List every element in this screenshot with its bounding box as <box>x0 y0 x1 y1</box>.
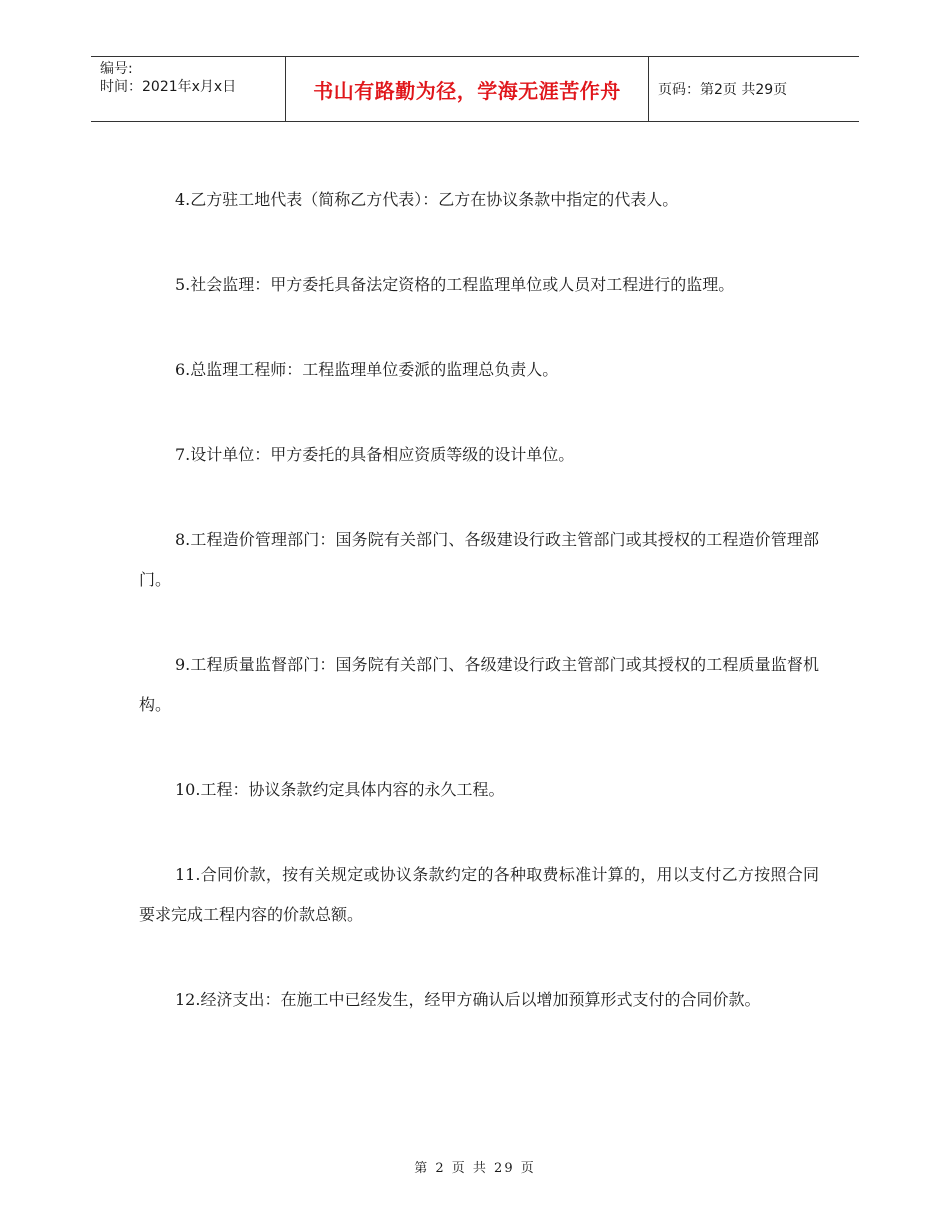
header-page-info: 页码：第2页 共29页 <box>658 82 788 98</box>
clause-paragraph: 5.社会监理：甲方委托具备法定资格的工程监理单位或人员对工程进行的监理。 <box>175 275 735 294</box>
header-motto: 书山有路勤为径，学海无涯苦作舟 <box>286 57 649 121</box>
clause-paragraph: 8.工程造价管理部门：国务院有关部门、各级建设行政主管部门或其授权的工程造价管理部门。 <box>139 530 819 589</box>
clause-paragraph: 11.合同价款，按有关规定或协议条款约定的各种取费标准计算的，用以支付乙方按照合同要求完成工程内容的价款总额。 <box>139 865 819 924</box>
clause-paragraph: 12.经济支出：在施工中已经发生，经甲方确认后以增加预算形式支付的合同价款。 <box>175 990 761 1009</box>
page-footer: 第 2 页 共 29 页 <box>414 1161 536 1176</box>
document-body <box>139 180 819 1065</box>
clause-paragraph: 6.总监理工程师：工程监理单位委派的监理总负责人。 <box>175 360 559 379</box>
document-number-label: 编号: <box>100 61 133 77</box>
clause-paragraph: 7.设计单位：甲方委托的具备相应资质等级的设计单位。 <box>175 445 575 464</box>
clause-paragraph: 9.工程质量监督部门：国务院有关部门、各级建设行政主管部门或其授权的工程质量监督机构。 <box>139 655 819 714</box>
header-meta <box>91 57 286 121</box>
clause-paragraph: 10.工程：协议条款约定具体内容的永久工程。 <box>175 780 505 799</box>
document-time: 时间：2021年x月x日 <box>100 79 237 95</box>
clause-paragraph: 4.乙方驻工地代表（简称乙方代表）：乙方在协议条款中指定的代表人。 <box>175 190 679 209</box>
page-header <box>91 56 859 122</box>
